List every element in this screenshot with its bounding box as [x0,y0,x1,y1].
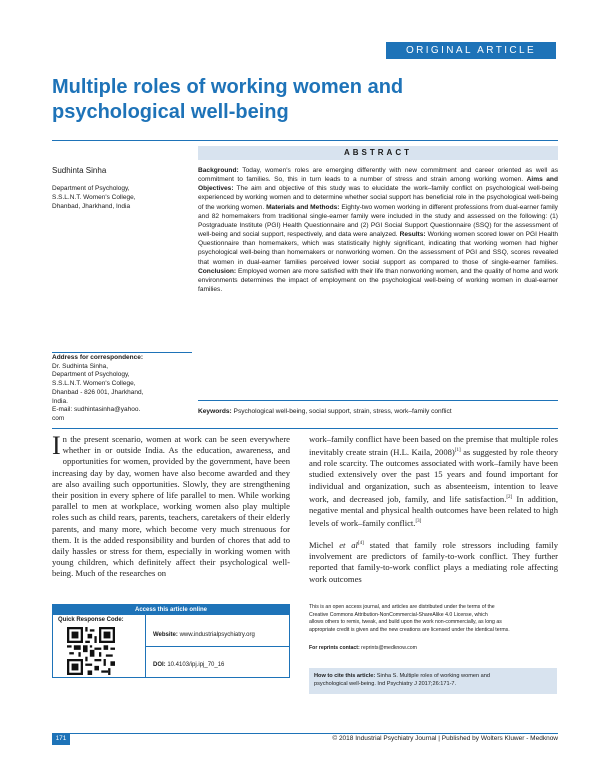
keywords [198,407,558,416]
aims-label: Aims and Objectives: [198,176,558,193]
access-heading: Access this article online [53,605,289,615]
license-line: This is an open access journal, and articles are distributed under the terms of the [309,604,495,610]
affiliation-line: Department of Psychology, [52,185,130,192]
doi-info [153,662,224,668]
aims-text: The aim and objective of this study was to elucidate the work–family conflict on psychological well-being experienced by working women and to determine whether social support has beneficial role in the psychological well-being of the working women. [198,185,558,211]
website-info [153,632,255,638]
citation-text: Sinha S. Multiple roles of working women and [375,673,490,679]
website-link[interactable]: www.industrialpsychiatry.org [177,632,255,638]
reference-mark[interactable]: [3] [415,519,422,525]
keywords-divider [198,400,558,401]
paragraph-text: as suggested by role theory and role scarcity. The outcomes associated with work–family have been studied extensively over the past 15 years and found important for individual and organization, such as absenteeism, intention to leave work, and decreased job, family, and life satisfaction. [309,447,558,504]
keywords-text: Psychological well-being, social support, strain, stress, work–family conflict [231,408,452,415]
reference-mark[interactable]: [2] [506,494,513,500]
conclusion-label: Conclusion: [198,267,237,275]
citation-box [309,668,557,694]
correspondence-divider [52,352,192,353]
citation-line [314,672,552,680]
correspondence-line: Dhanbad - 826 001, Jharkhand, [52,388,144,396]
et-al: et al [339,540,358,551]
footer-copyright: © 2018 Industrial Psychiatry Journal | Published by Wolters Kluwer - Medknow [332,735,558,742]
paragraph-text: Michel [309,540,340,551]
paragraph-text: work–family conflict have been based on the premise that multiple roles inevitably create strain (H.L. Kaila, 2008) [309,434,558,458]
website-label: Website: [153,632,178,638]
drop-cap: I [52,431,61,460]
results-text: Working women scored lower on PGI Health Questionnaire than homemakers, which was statistically highly significant, indicating that working women had higher psychological well-being than homemakers or nonworking women. On the assessment of PGI and SSQ, scores revealed that women in dual-earner families perceived lower social support as compared to those of single-earner families. [198,231,558,266]
reprints-email[interactable]: reprints@medknow.com [359,645,417,651]
page-number: 171 [52,733,70,745]
title-line-1: Multiple roles of working women and [52,76,404,98]
reference-mark[interactable]: [1] [454,448,461,454]
author-affiliation [52,184,197,211]
affiliation-line: Dhanbad, Jharkhand, India [52,203,131,210]
results-label: Results: [399,231,426,239]
article-title [52,75,522,125]
body-paragraph [52,431,290,580]
doi-label: DOI: [153,662,166,668]
background-label: Background: [198,167,239,174]
body-column-right [309,434,558,594]
conclusion-text: Employed women are more satisfied with their life than nonworking women, and the quality of home and work environments determines the impact of employment on the psychological well-being of working women in dual-earner families. [198,267,558,294]
keywords-label: Keywords: [198,408,232,415]
correspondence-heading: Address for correspondence: [52,354,144,361]
correspondence-line: Department of Psychology, [52,371,130,379]
article-type-banner: ORIGINAL ARTICLE [386,42,556,59]
license-line: allows others to remix, tweak, and build upon the work non-commercially, as long as [309,619,502,626]
citation-line: psychological well-being. Ind Psychiatry J 2017;26:171-7. [314,681,457,687]
methods-label: Materials and Methods: [266,203,340,211]
reprints-label: For reprints contact: [309,645,360,651]
abstract-heading: ABSTRACT [198,146,558,160]
paragraph-text: In addition, negative mental and physical health outcomes have been related to high levels of work–family conflict. [309,493,558,528]
license-line: Creative Commons Attribution-NonCommercial-ShareAlike 4.0 License, which [309,611,488,618]
methods-text: Eighty-two women working in different professions from dual-earner family and 82 homemakers from traditional single-earner family were included in the study and assessed on the following: (1) Postgraduate Institute (PGI) Health Questionnaire and (2) PGI Social Support Questionnaire (SSQ) for the assessment of well-being and social support, respectively, and data were analyzed. [198,203,558,239]
paragraph-text: n the present scenario, women at work can be seen everywhere whether in or outside India. As the education, awareness, and opportunities for women, provided by the government, have been increasing day by day, women have also become awarded and they are also availing such opportunities. Slowly, they are strengthening their position in every sphere of life parallel to men. While working parallel to men at workplace, working women also play multiple roles such as child rears, parents, teachers, caretakers of their elderly parents, and many more, which become very much strenuous for them. It is the added responsibility and burden of chores that add to daily hassles or stress for them, especially in working women with young children, which definitely affect their psychological well-being. Much of the researches on [52,434,290,579]
author-name: Sudhinta Sinha [52,166,107,175]
access-divider-horizontal [145,646,290,647]
license-note [309,604,557,634]
doi-link[interactable]: 10.4103/ipj.ipj_70_16 [165,662,225,668]
paragraph-text: stated that family role stressors including family involvement are predictors of family-to-work conflict. They further reported that family-to-work conflict plays a mediating role affecting work outcomes [309,540,558,584]
qr-label: Quick Response Code: [58,617,124,623]
citation-label: How to cite this article: [314,673,376,679]
reference-mark[interactable]: [4] [357,541,364,547]
correspondence-address [52,354,192,424]
correspondence-line: India. [52,397,68,405]
reprints-contact [309,645,417,651]
body-divider [52,428,558,429]
correspondence-email-cont: com [52,414,65,422]
abstract-text [198,166,558,294]
qr-code-icon[interactable] [67,627,115,675]
body-paragraph [309,538,558,585]
license-line: appropriate credit is given and the new creations are licensed under the identical terms. [309,626,510,633]
correspondence-email[interactable]: E-mail: sudhintasinha@yahoo. [52,406,141,414]
access-online-box [52,604,290,678]
affiliation-line: S.S.L.N.T. Women's College, [52,194,136,201]
footer-divider [52,733,558,734]
correspondence-line: S.S.L.N.T. Women's College, [52,380,136,388]
title-divider [52,140,558,141]
body-column-left [52,431,290,589]
title-line-2: psychological well-being [52,101,289,123]
body-paragraph [309,434,558,529]
background-text: Today, women's roles are emerging differently with new commitment and career oriented as well as commitment to families. So, this in turn leads to a number of stress and strain among working women. [198,167,558,184]
correspondence-line: Dr. Sudhinta Sinha, [52,362,109,370]
